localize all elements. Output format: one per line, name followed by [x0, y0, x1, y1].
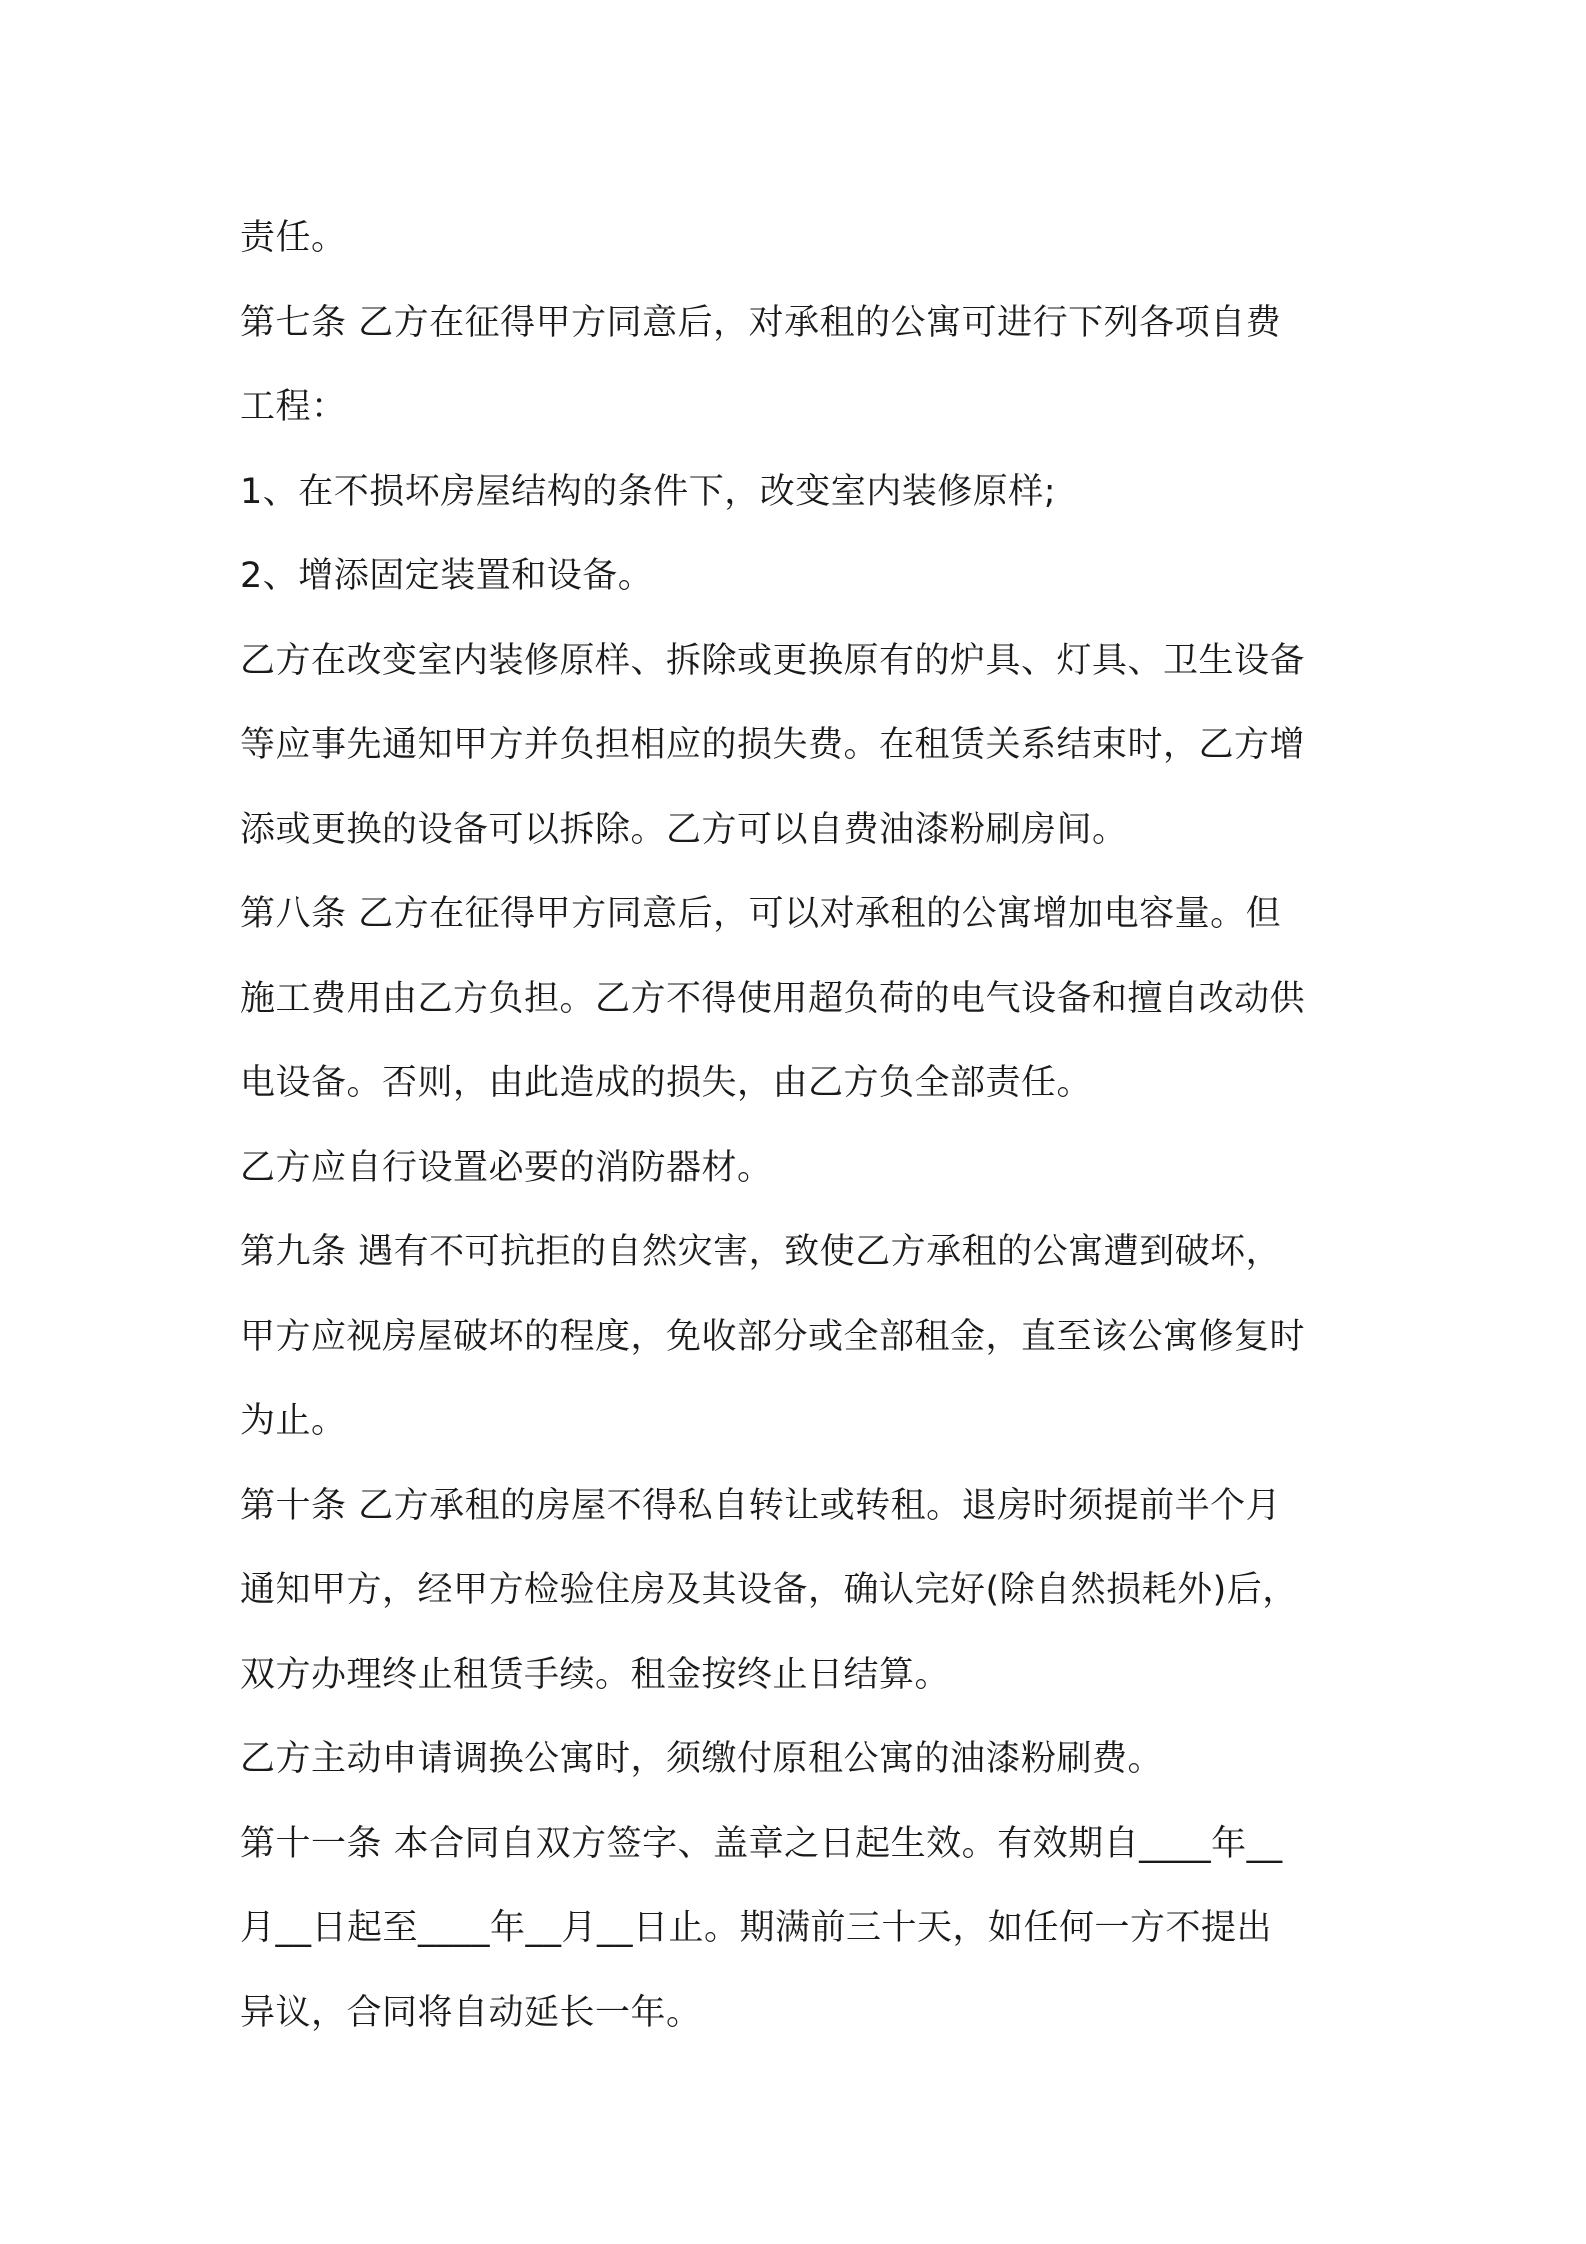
text-line: 添或更换的设备可以拆除。乙方可以自费油漆粉刷房间。	[240, 809, 1128, 850]
document-body	[240, 196, 1370, 2055]
text-line: 第九条 遇有不可抗拒的自然灾害，致使乙方承租的公寓遭到破坏，	[240, 1232, 1282, 1272]
text-line: 第七条 乙方在征得甲方同意后，对承租的公寓可进行下列各项自费	[240, 302, 1282, 343]
text-line: 通知甲方，经甲方检验住房及其设备，确认完好(除自然损耗外)后，	[240, 1570, 1298, 1610]
text-line: 施工费用由乙方负担。乙方不得使用超负荷的电气设备和擅自改动供	[240, 978, 1306, 1019]
text-line: 为止。	[240, 1401, 347, 1441]
text-line: 第十一条 本合同自双方签字、盖章之日起生效。有效期自____年__	[240, 1823, 1283, 1864]
text-line: 甲方应视房屋破坏的程度，免收部分或全部租金，直至该公寓修复时	[240, 1316, 1306, 1357]
text-line: 责任。	[240, 218, 347, 258]
text-line: 2、增添固定装置和设备。	[240, 556, 654, 596]
text-line: 工程：	[240, 387, 347, 427]
text-line: 双方办理终止租赁手续。租金按终止日结算。	[240, 1654, 951, 1695]
text-line: 乙方主动申请调换公寓时，须缴付原租公寓的油漆粉刷费。	[240, 1739, 1164, 1779]
text-line: 电设备。否则，由此造成的损失，由乙方负全部责任。	[240, 1063, 1093, 1103]
text-line: 异议，合同将自动延长一年。	[240, 1992, 702, 2033]
text-line: 1、在不损坏房屋结构的条件下，改变室内装修原样;	[240, 471, 1057, 512]
text-line: 等应事先通知甲方并负担相应的损失费。在租赁关系结束时，乙方增	[240, 725, 1306, 765]
text-line: 乙方在改变室内装修原样、拆除或更换原有的炉具、灯具、卫生设备	[240, 640, 1306, 681]
text-line: 月__日起至____年__月__日止。期满前三十天，如任何一方不提出	[240, 1908, 1273, 1948]
text-line: 第十条 乙方承租的房屋不得私自转让或转租。退房时须提前半个月	[240, 1485, 1282, 1526]
text-line: 乙方应自行设置必要的消防器材。	[240, 1147, 773, 1188]
text-line: 第八条 乙方在征得甲方同意后，可以对承租的公寓增加电容量。但	[240, 894, 1282, 934]
